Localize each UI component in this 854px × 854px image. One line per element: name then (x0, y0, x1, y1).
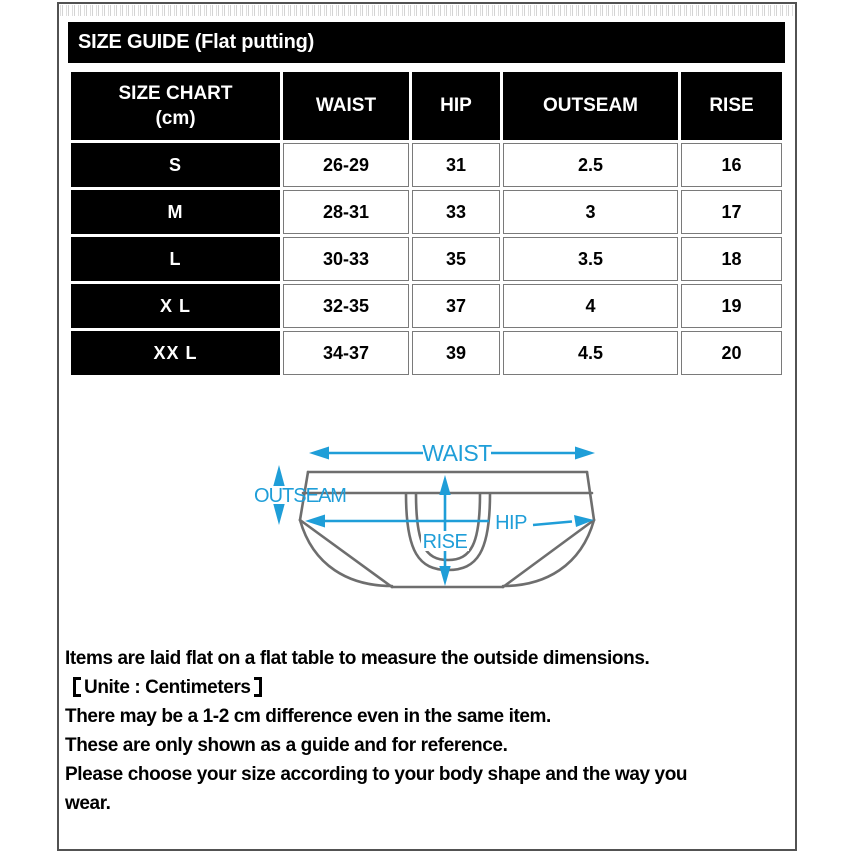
hip-arrow-right-line (533, 522, 572, 526)
outseam-down-arrowhead-icon (273, 504, 284, 525)
header-outseam: OUTSEAM (503, 72, 678, 140)
size-cell: M (71, 190, 280, 234)
note-line: These are only shown as a guide and for reference. (65, 735, 508, 756)
outseam-cell: 3.5 (503, 237, 678, 281)
waist-cell: 26-29 (283, 143, 409, 187)
size-chart-table (68, 69, 785, 378)
waist-cell: 34-37 (283, 331, 409, 375)
notes-block (65, 644, 791, 818)
rise-cell: 19 (681, 284, 782, 328)
rise-cell: 16 (681, 143, 782, 187)
waist-label: WAIST (422, 440, 492, 466)
header-rise: RISE (681, 72, 782, 140)
page-title: SIZE GUIDE (Flat putting) (78, 31, 315, 53)
unit-note (65, 673, 791, 702)
note-line: wear. (65, 793, 111, 814)
outseam-cell: 3 (503, 190, 678, 234)
rise-up-arrowhead-icon (439, 475, 450, 495)
table-row (71, 284, 782, 328)
outseam-up-arrowhead-icon (273, 465, 284, 486)
outseam-cell: 4 (503, 284, 678, 328)
header-waist: WAIST (283, 72, 409, 140)
outseam-cell: 2.5 (503, 143, 678, 187)
hip-cell: 39 (412, 331, 500, 375)
waist-cell: 30-33 (283, 237, 409, 281)
size-cell: L (71, 237, 280, 281)
rise-label: RISE (422, 531, 468, 553)
waist-right-arrowhead-icon (575, 447, 595, 460)
hip-right-arrowhead-icon (574, 515, 594, 527)
note-line: Items are laid flat on a flat table to measure the outside dimensions. (65, 648, 650, 669)
table-header-row (71, 72, 782, 140)
waist-cell: 28-31 (283, 190, 409, 234)
rise-cell: 18 (681, 237, 782, 281)
table-row (71, 331, 782, 375)
size-guide-panel (57, 2, 797, 851)
header-size-chart: SIZE CHART (cm) (71, 72, 280, 140)
lenticular-bracket-left-icon (73, 677, 81, 697)
table-row (71, 143, 782, 187)
lenticular-bracket-right-icon (254, 677, 262, 697)
waist-cell: 32-35 (283, 284, 409, 328)
outseam-label: OUTSEAM (254, 485, 346, 507)
hip-label: HIP (495, 512, 527, 534)
waist-left-arrowhead-icon (309, 447, 329, 460)
size-cell: XX L (71, 331, 280, 375)
header-hip: HIP (412, 72, 500, 140)
rise-cell: 17 (681, 190, 782, 234)
size-cell: X L (71, 284, 280, 328)
top-texture-strip (60, 5, 794, 16)
hip-cell: 35 (412, 237, 500, 281)
table-row (71, 237, 782, 281)
note-line: Please choose your size according to your body shape and the way you (65, 764, 688, 785)
outseam-cell: 4.5 (503, 331, 678, 375)
title-bar (68, 22, 785, 63)
hip-cell: 31 (412, 143, 500, 187)
unit-note-text: Unite : Centimeters (84, 677, 251, 698)
note-line: There may be a 1-2 cm difference even in the same item. (65, 706, 551, 727)
hip-cell: 37 (412, 284, 500, 328)
hip-cell: 33 (412, 190, 500, 234)
briefs-measurement-diagram (59, 420, 795, 645)
size-cell: S (71, 143, 280, 187)
rise-down-arrowhead-icon (439, 566, 450, 586)
table-row (71, 190, 782, 234)
rise-cell: 20 (681, 331, 782, 375)
